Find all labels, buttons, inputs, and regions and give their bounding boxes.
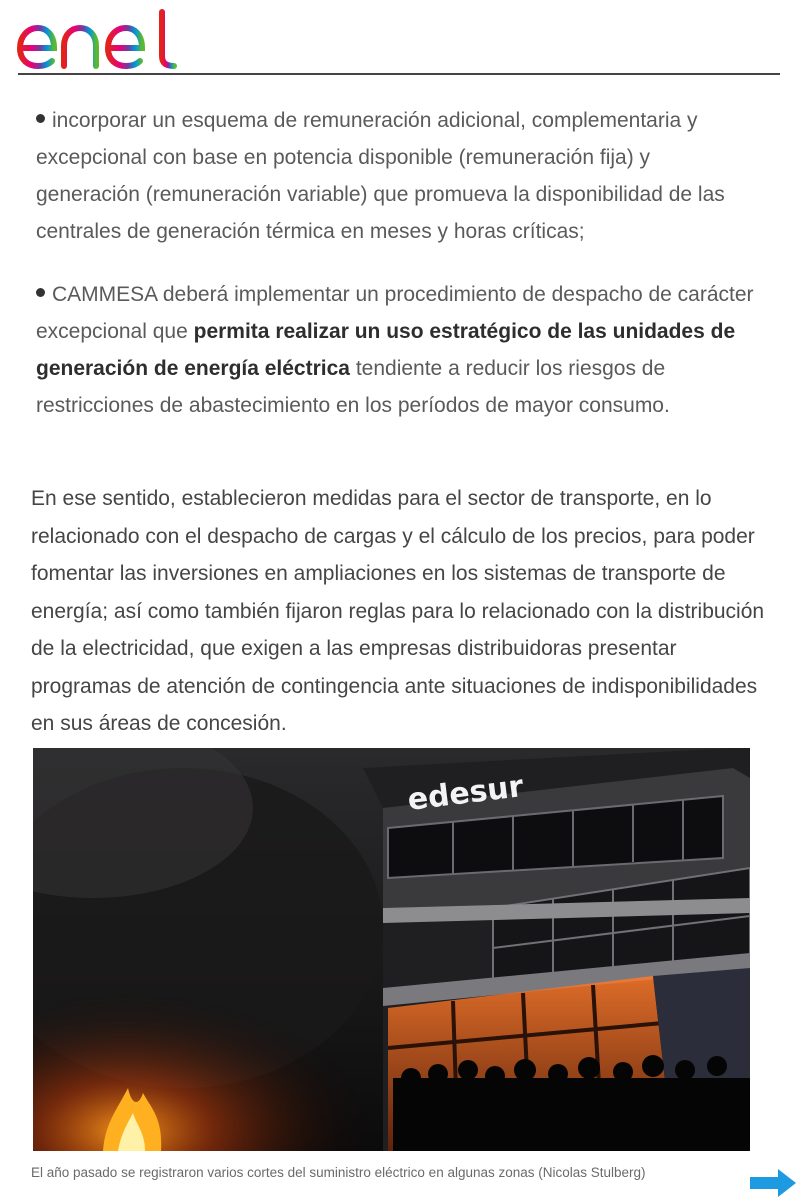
site-header [0, 0, 800, 80]
bullet-item-remuneracion [36, 102, 756, 250]
bullet-text-after: tendiente a reducir los riesgos de restricciones de abastecimiento en los períodos de mayor consumo. [36, 357, 670, 417]
article-photo[interactable] [33, 748, 750, 1151]
bullet-text: incorporar un esquema de remuneración adicional, complementaria y excepcional con base en potencia disponible (remuneración fija) y generación (remuneración variable) que promueva la disponibilidad de las centrales de generación térmica en meses y horas críticas; [36, 109, 725, 243]
photo-caption: El año pasado se registraron varios cortes del suministro eléctrico en algunas zonas (Nicolas Stulberg) [31, 1165, 646, 1180]
next-arrow-icon[interactable] [748, 1168, 798, 1198]
bullet-icon [36, 114, 45, 123]
body-paragraph: En ese sentido, establecieron medidas para el sector de transporte, en lo relacionado con el despacho de cargas y el cálculo de los precios, para poder fomentar las inversiones en ampliaciones en los sistemas de transporte de energía; así como también fijaron reglas para lo relacionado con la distribución de la electricidad, que exigen a las empresas distribuidoras presentar programas de atención de contingencia ante situaciones de indisponibilidades en sus áreas de concesión. [31, 487, 765, 735]
header-divider [18, 73, 780, 75]
bullet-text-before: CAMMESA deberá implementar un procedimiento de despacho de carácter excepcional que [36, 283, 754, 343]
bullet-icon [36, 288, 45, 297]
bullet-item-cammesa [36, 276, 756, 424]
bullet-text-bold: permita realizar un uso estratégico de las unidades de generación de energía eléctrica [36, 320, 736, 380]
edesur-building-fire-image [33, 748, 750, 1151]
enel-logo[interactable] [14, 6, 184, 72]
